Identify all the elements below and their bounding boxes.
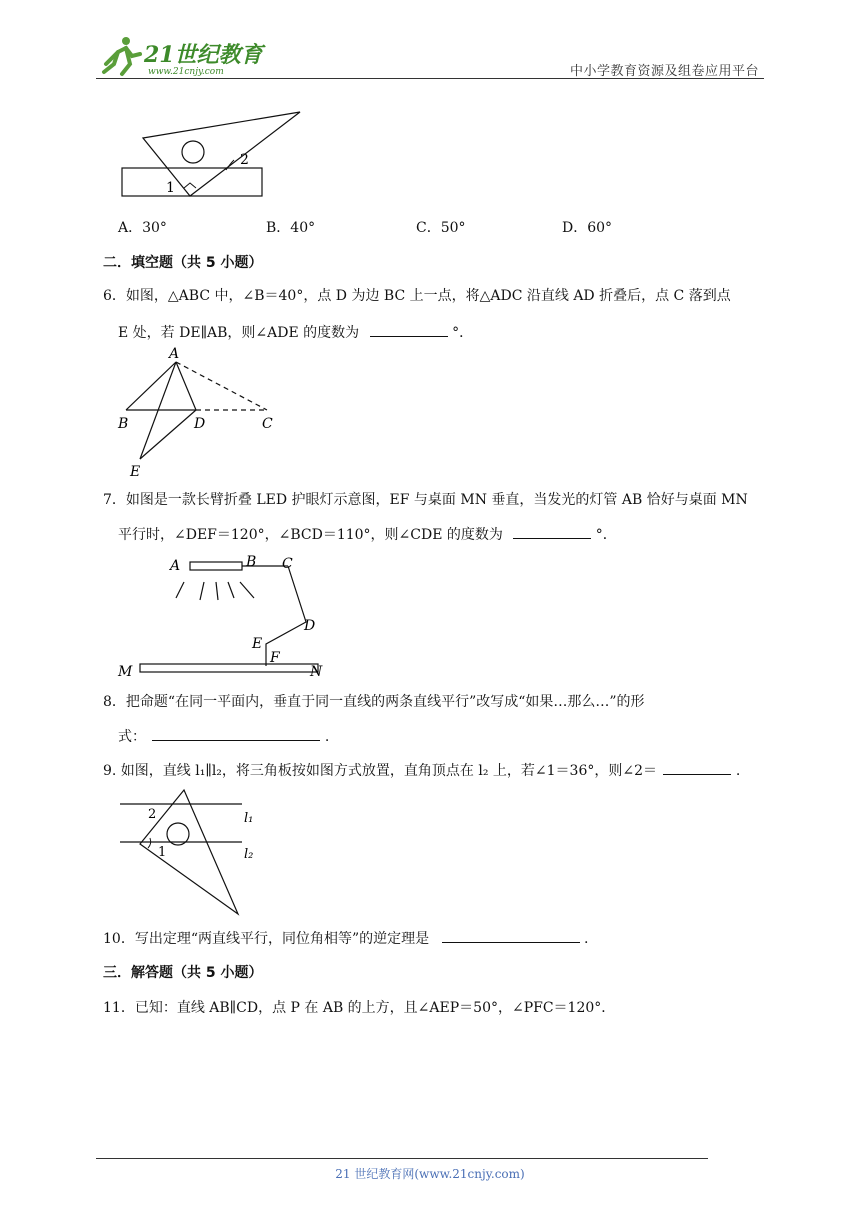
section-3-heading: 三．解答题（共 5 小题） [103, 965, 263, 981]
q7-label-c: C [282, 556, 293, 572]
q7-label-m: M [118, 664, 133, 680]
q7-line-2-row [118, 524, 617, 545]
q8-line-2-row [118, 726, 329, 747]
footer-divider [96, 1158, 708, 1159]
q9-answer-blank[interactable] [663, 760, 731, 775]
q7-figure [112, 548, 332, 680]
q7-label-b: B [246, 554, 257, 570]
choice-c[interactable]: C．50° [416, 220, 466, 236]
q7-line-2: 平行时，∠DEF＝120°，∠BCD＝110°，则∠CDE 的度数为 [118, 527, 503, 543]
q9-suffix: . [735, 763, 741, 779]
q6-label-c: C [262, 416, 273, 432]
q7-suffix: °． [595, 527, 617, 543]
logo-text: 21世纪教育 [144, 42, 263, 68]
q6-label-b: B [118, 416, 129, 432]
q6-label-e: E [130, 464, 141, 480]
choice-a[interactable]: A．30° [118, 220, 167, 236]
footer-link[interactable]: 21 世纪教育网(www.21cnjy.com) [335, 1167, 525, 1181]
q6-line-1: 6．如图，△ABC 中，∠B＝40°，点 D 为边 BC 上一点，将△ADC 沿直线 AD 折叠后，点 C 落到点 [103, 288, 731, 304]
q6-answer-blank[interactable] [370, 322, 448, 337]
q5-angle-2-label: 2 [240, 152, 249, 168]
logo-url: www.21cnjy.com [148, 67, 224, 77]
q11-line-1: 11．已知：直线 AB∥CD，点 P 在 AB 的上方，且∠AEP＝50°，∠PFC＝120°． [103, 1000, 616, 1016]
q10-line-1-row [103, 928, 589, 949]
q6-line-2-row [118, 322, 473, 343]
choice-d[interactable]: D．60° [562, 220, 613, 236]
q6-line-2: E 处，若 DE∥AB，则∠ADE 的度数为 [118, 325, 360, 341]
q8-line-2: 式： [118, 729, 146, 745]
site-logo [96, 34, 266, 78]
q7-label-n: N [310, 664, 323, 680]
q9-angle-1-label: 1 [158, 845, 167, 860]
q7-answer-blank[interactable] [513, 524, 591, 539]
q5-angle-1-label: 1 [166, 180, 175, 196]
q9-figure [116, 786, 276, 918]
platform-title: 中小学教育资源及组卷应用平台 [570, 64, 760, 79]
q10-line-1: 10．写出定理“两直线平行，同位角相等”的逆定理是 [103, 931, 430, 947]
q6-suffix: °． [452, 325, 474, 341]
choice-b[interactable]: B．40° [266, 220, 316, 236]
q9-label-l2: l₂ [244, 847, 254, 862]
q6-figure [112, 344, 282, 480]
q8-line-1: 8．把命题“在同一平面内，垂直于同一直线的两条直线平行”改写成“如果…那么…”的形 [103, 694, 645, 710]
q8-answer-blank[interactable] [152, 726, 320, 741]
q8-suffix: . [324, 729, 330, 745]
q9-line-1-row [103, 760, 740, 781]
header-divider [96, 78, 764, 79]
q10-answer-blank[interactable] [442, 928, 580, 943]
q5-figure [118, 108, 308, 200]
q7-label-d: D [304, 618, 316, 634]
q9-label-l1: l₁ [244, 811, 254, 826]
section-2-heading: 二．填空题（共 5 小题） [103, 255, 263, 271]
q7-label-e: E [252, 636, 263, 652]
q6-label-d: D [194, 416, 206, 432]
runner-logo-icon [96, 34, 266, 78]
q7-label-f: F [270, 650, 280, 666]
q9-angle-2-label: 2 [148, 807, 157, 822]
q6-label-a: A [169, 346, 180, 362]
q9-line-1: 9. 如图，直线 l₁∥l₂，将三角板按如图方式放置，直角顶点在 l₂ 上，若∠1＝36°，则∠2＝ [103, 763, 657, 779]
q7-line-1: 7．如图是一款长臂折叠 LED 护眼灯示意图，EF 与桌面 MN 垂直，当发光的灯管 AB 恰好与桌面 MN [103, 492, 748, 508]
q7-label-a: A [170, 558, 181, 574]
q10-suffix: . [584, 931, 589, 947]
